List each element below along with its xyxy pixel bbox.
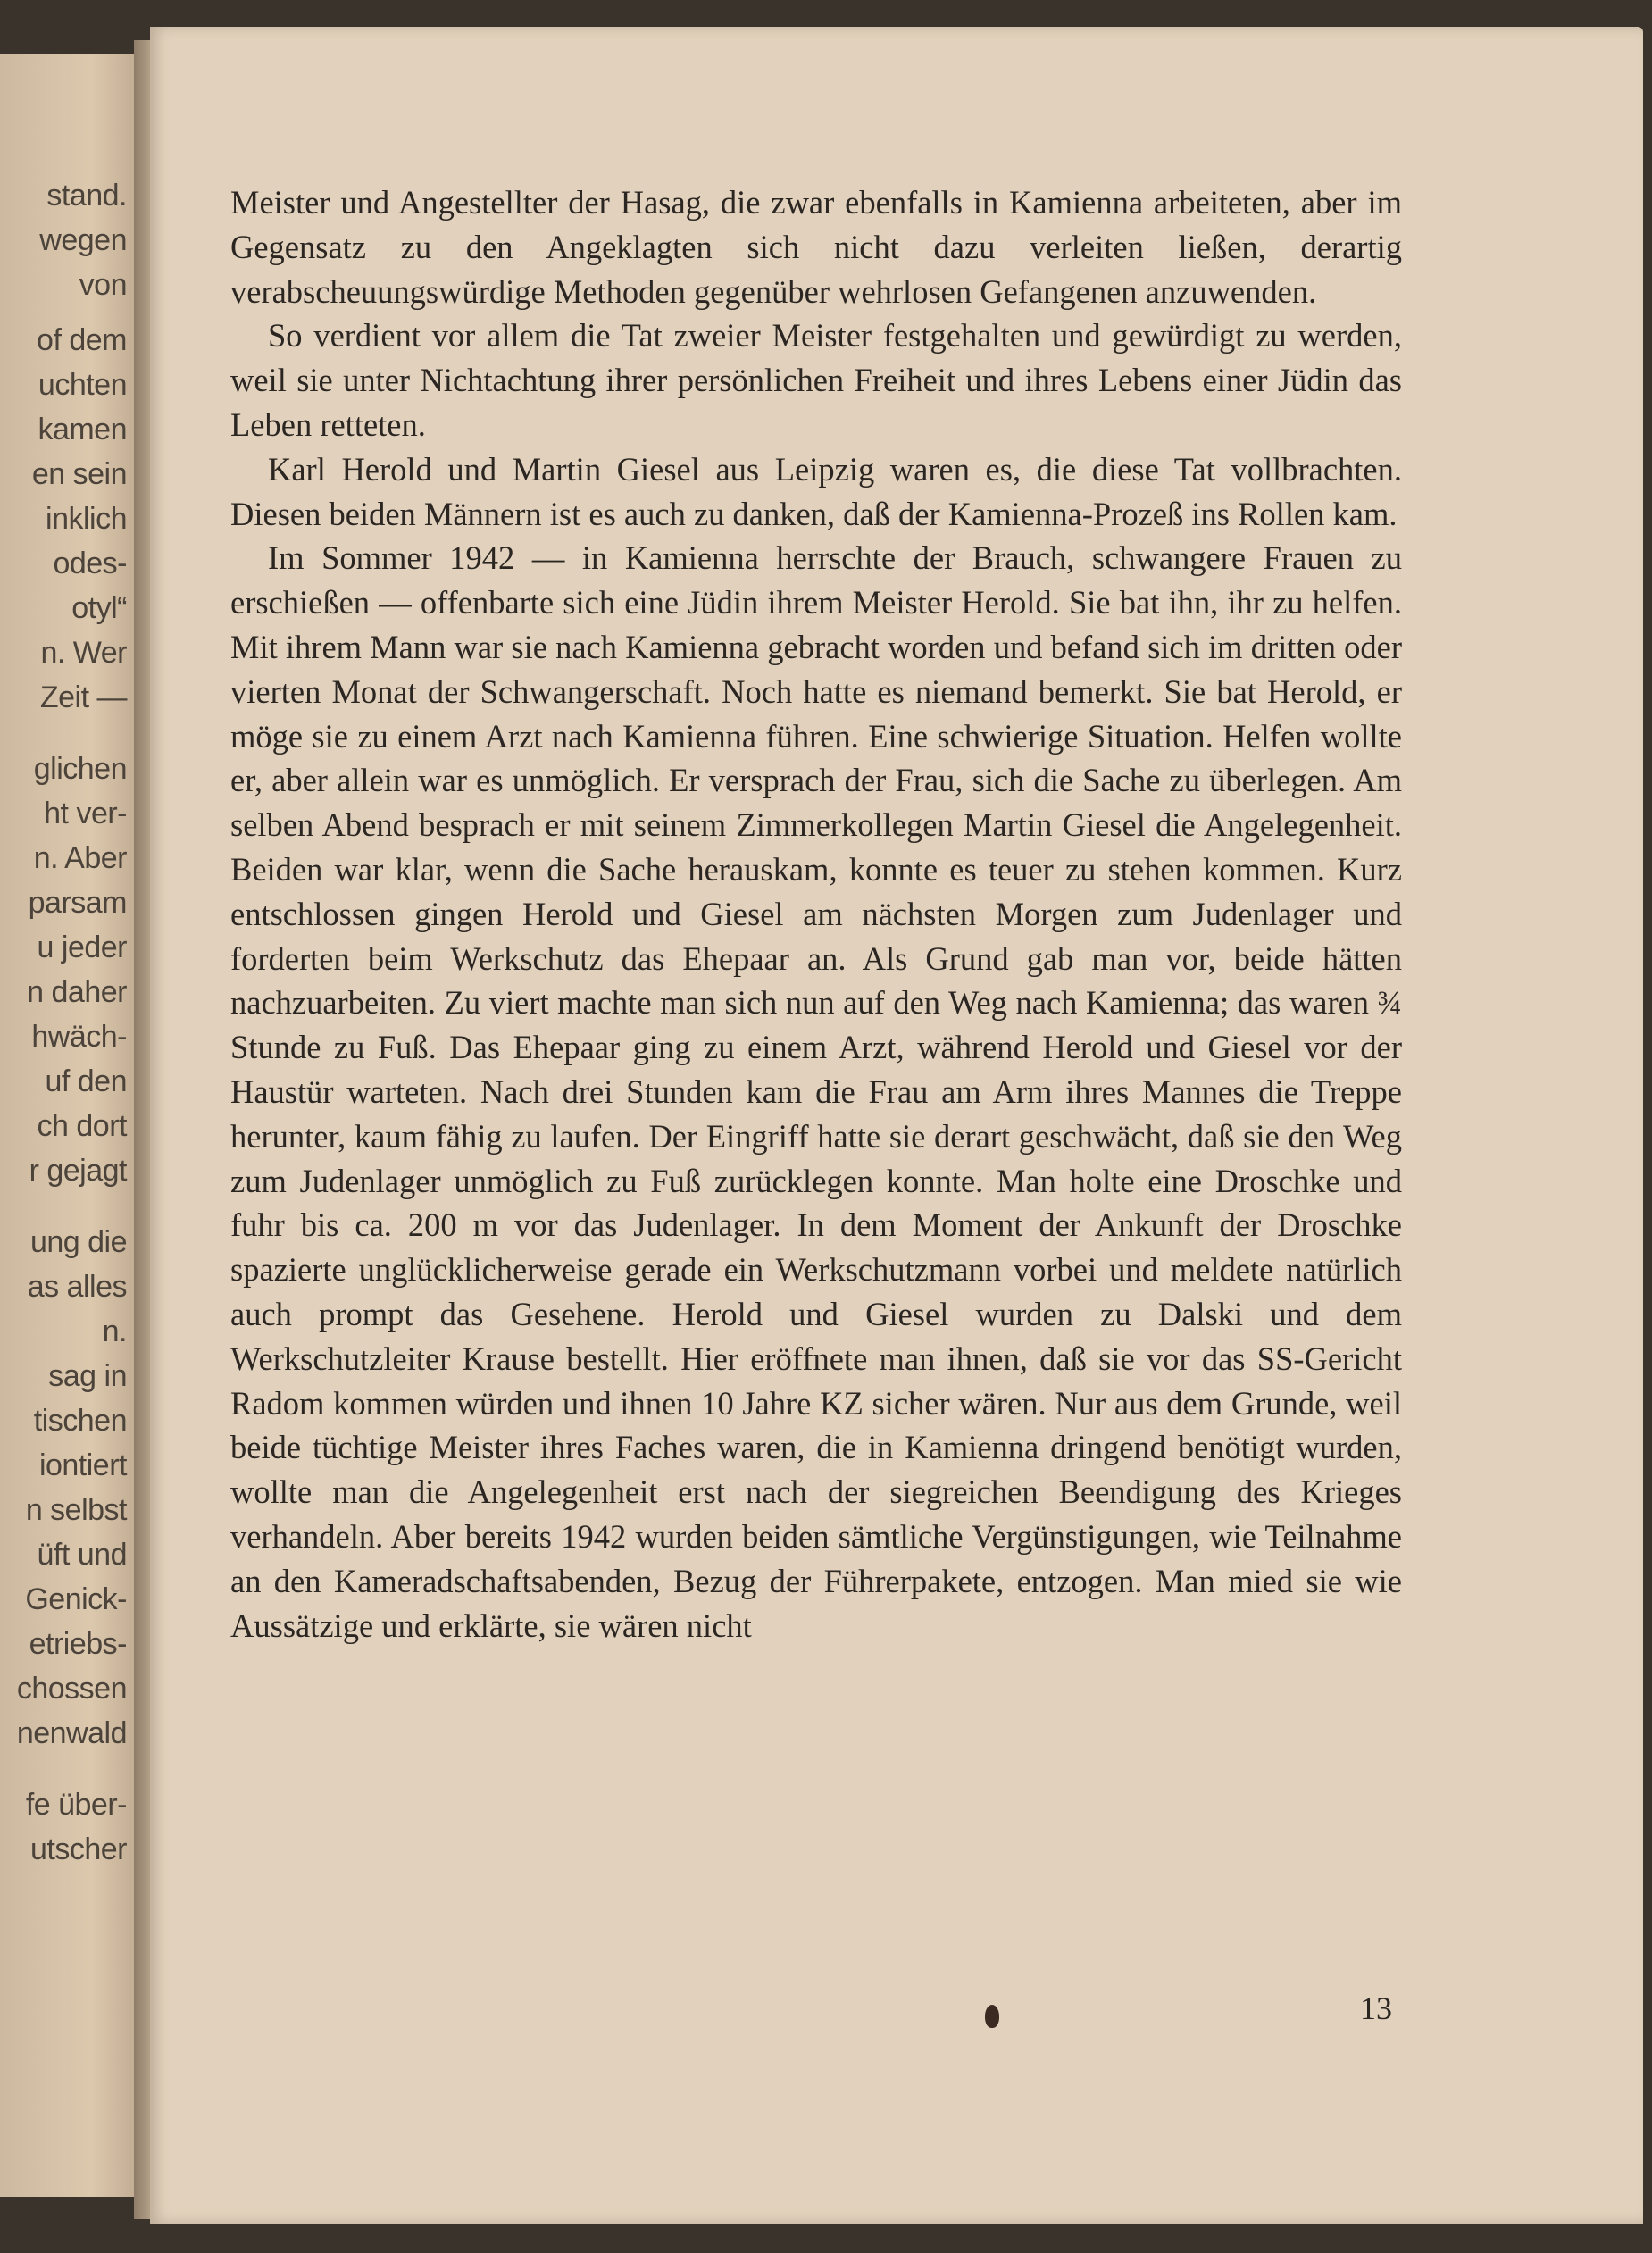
- left-page-fragment: Zeit —: [39, 680, 127, 714]
- left-page-fragment: tischen: [33, 1404, 127, 1438]
- left-page-fragment: n. Wer: [40, 636, 127, 670]
- paragraph-1: Meister und Angestellter der Hasag, die zwar ebenfalls in Kamienna arbeiteten, aber im Gegensatz zu den Angeklagten sich nicht dazu verleiten ließen, derartig verabscheuungswürdige Methoden gegenüber wehrlosen Gefangenen anzuwenden.: [230, 184, 1402, 310]
- left-page-edge: [0, 54, 152, 2197]
- paragraph-4: Im Sommer 1942 — in Kamienna herrschte der Brauch, schwangere Frauen zu erschießen — offenbarte sich eine Jüdin ihrem Meister Herold. Sie bat ihn, ihr zu helfen. Mit ihrem Mann war sie nach Kamienna gebracht worden und befand sich im dritten oder vierten Monat der Schwangerschaft. Noch hatte es niemand bemerkt. Sie bat Herold, er möge sie zu einem Arzt nach Kamienna führen. Eine schwierige Situation. Helfen wollte er, aber allein war es unmöglich. Er versprach der Frau, sich die Sache zu überlegen. Am selben Abend besprach er mit seinem Zimmerkollegen Martin Giesel die Angelegenheit. Beiden war klar, wenn die Sache herauskam, konnte es teuer zu stehen kommen. Kurz entschlossen gingen Herold und Giesel am nächsten Morgen zum Judenlager und forderten beim Werkschutz das Ehepaar an. Als Grund gab man vor, beide hätten nachzuarbeiten. Zu viert machte man sich nun auf den Weg nach Kamienna; das waren ¾ Stunde zu Fuß. Das Ehepaar ging zu einem Arzt, während Herold und Giesel vor der Haustür warteten. Nach drei Stunden kam die Frau am Arm ihres Mannes die Treppe herunter, kaum fähig zu laufen. Der Eingriff hatte sie derart geschwächt, daß sie den Weg zum Judenlager unmöglich zu Fuß zurücklegen konnte. Man holte eine Droschke und fuhr bis ca. 200 m vor das Judenlager. In dem Moment der Ankunft der Droschke spazierte unglücklicherweise gerade ein Werkschutzmann vorbei und meldete natürlich auch prompt das Gesehene. Herold und Giesel wurden zu Dalski und dem Werkschutzleiter Krause bestellt. Hier eröffnete man ihnen, daß sie vor das SS-Gericht Radom kommen würden und ihnen 10 Jahre KZ sicher wären. Nur aus dem Grunde, weil beide tüchtige Meister ihres Faches waren, die in Kamienna dringend benötigt wurden, wollte man die Angelegenheit erst nach der siegreichen Beendigung des Krieges verhandeln. Aber bereits 1942 wurden beiden sämtliche Vergünstigungen, wie Teilnahme an den Kameradschaftsabenden, Bezug der Führerpakete, entzogen. Man mied sie wie Aussätzige und erklärte, sie wären nicht: [230, 539, 1402, 1644]
- page-number: 13: [1360, 1990, 1392, 2026]
- left-page-fragment: uchten: [38, 368, 127, 402]
- left-page-fragment: en sein: [31, 457, 127, 491]
- left-page-fragment: hwäch-: [31, 1020, 127, 1054]
- left-page-fragment: utscher: [30, 1832, 127, 1866]
- left-page-fragment: parsam: [28, 886, 127, 920]
- left-page-fragment: n. Aber: [33, 841, 127, 875]
- body-text: [230, 180, 1402, 1648]
- paragraph-3: Karl Herold und Martin Giesel aus Leipzig waren es, die diese Tat vollbrachten. Diesen beiden Männern ist es auch zu danken, daß der Kamienna-Prozeß ins Rollen kam.: [230, 450, 1402, 532]
- ink-spot: [985, 2005, 999, 2028]
- left-page-fragment: otyl“: [71, 591, 127, 625]
- left-page-fragment: uf den: [45, 1064, 127, 1098]
- left-page-fragment: of dem: [37, 323, 127, 357]
- left-page-fragment: etriebs-: [29, 1627, 127, 1661]
- left-page-fragment: n selbst: [25, 1493, 127, 1527]
- left-page-fragment: üft und: [37, 1538, 127, 1572]
- left-page-fragment: odes-: [53, 547, 127, 580]
- left-page-fragment: ch dort: [37, 1109, 127, 1143]
- left-page-fragment: glichen: [33, 752, 127, 786]
- left-page-fragment: iontiert: [38, 1448, 127, 1482]
- paragraph-2: So verdient vor allem die Tat zweier Meister festgehalten und gewürdigt zu werden, weil sie unter Nichtachtung ihrer persönlichen Freiheit und ihres Lebens einer Jüdin das Leben retteten.: [230, 317, 1402, 443]
- left-page-fragment: ht ver-: [44, 797, 127, 830]
- left-page-fragment: wegen: [39, 223, 127, 257]
- left-page-fragment: von: [79, 268, 127, 302]
- left-page-fragment: nenwald: [16, 1716, 127, 1750]
- left-page-fragment: kamen: [38, 413, 127, 446]
- left-page-fragment: sag in: [48, 1359, 127, 1393]
- left-page-fragment: Genick-: [25, 1582, 127, 1616]
- left-page-fragment: fe über-: [25, 1788, 127, 1822]
- left-page-fragment: inklich: [46, 502, 127, 536]
- left-page-fragment: ung die: [29, 1225, 127, 1259]
- left-page-fragment: as alles: [27, 1270, 127, 1304]
- left-page-fragment: u jeder: [37, 930, 127, 964]
- left-page-fragment: chossen: [16, 1672, 127, 1706]
- left-page-fragment: r gejagt: [29, 1154, 127, 1188]
- left-page-fragment: n.: [102, 1314, 127, 1348]
- right-page: [150, 27, 1643, 2224]
- left-page-fragment: n daher: [27, 975, 127, 1009]
- left-page-fragment: stand.: [46, 179, 127, 213]
